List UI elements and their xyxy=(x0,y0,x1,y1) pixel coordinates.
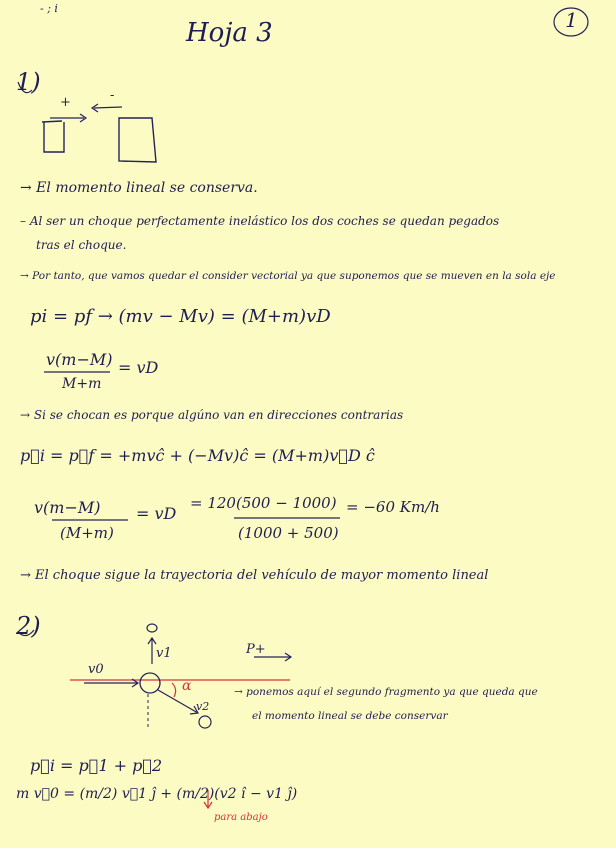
eq1: pi = pf → (mv − Mv) = (M+m)vD xyxy=(30,306,331,327)
note-fragment-line2: el momento lineal se debe conservar xyxy=(252,710,448,722)
bullet-inelastic-cont: tras el choque. xyxy=(36,238,127,252)
eq2-denominator: M+m xyxy=(62,376,102,392)
minus-sign: - xyxy=(110,88,115,103)
eq2-rhs: = vD xyxy=(118,358,159,377)
fragment-bottom-circle xyxy=(199,716,211,728)
eq3: p⃗i = p⃗f = +mvĉ + (−Mv)ĉ = (M+m)v⃗D ĉ xyxy=(20,446,375,465)
note-direction: → Si se chocan es porque algúno van en direcciones contrarias xyxy=(20,408,404,422)
alpha-arc xyxy=(172,683,176,697)
bullet-vectorial: → Por tanto, que vamos quedar el consider vectorial ya que suponemos que se mueven en la sola eje xyxy=(20,270,556,282)
page-title: Hoja 3 xyxy=(186,18,273,48)
eq5: p⃗i = p⃗1 + p⃗2 xyxy=(30,756,163,775)
eq4-lhs-numerator: v(m−M) xyxy=(34,498,101,517)
left-arrow-shaft xyxy=(94,107,122,108)
note-fragment-line1: → ponemos aquí el segundo fragmento ya que queda que xyxy=(234,686,538,698)
v0-label: v0 xyxy=(88,662,104,677)
eq4-middle: = vD xyxy=(136,504,177,523)
bullet-momentum-conserved: → El momento lineal se conserva. xyxy=(20,180,258,196)
eq4-rhs-numerator: = 120(500 − 1000) xyxy=(190,494,337,512)
eq6: m v⃗0 = (m/2) v⃗1 ĵ + (m/2)(v2 î − v1 ĵ) xyxy=(16,786,298,802)
corner-marks: - ; i xyxy=(40,2,58,15)
red-note-down: para abajo xyxy=(214,812,268,823)
projectile-circle xyxy=(140,673,160,693)
eq4-lhs-denominator: (M+m) xyxy=(60,524,114,542)
alpha-label: α xyxy=(182,678,192,694)
conclusion: → El choque sigue la trayectoria del vehículo de mayor momento lineal xyxy=(20,568,489,583)
small-car-shape xyxy=(44,122,64,152)
bullet-inelastic: – Al ser un choque perfectamente inelástico los dos coches se quedan pegados xyxy=(20,214,500,228)
page-number: 1 xyxy=(565,8,578,32)
eq4-result: = −60 Km/h xyxy=(346,498,440,516)
section-2-label: 2) xyxy=(16,612,41,640)
eq4-rhs-denominator: (1000 + 500) xyxy=(238,524,339,542)
fragment-two-direction xyxy=(158,690,198,713)
section-1-label: 1) xyxy=(16,68,41,96)
eq2-numerator: v(m−M) xyxy=(46,350,113,369)
plus-sign: + xyxy=(60,95,71,110)
v2-label: v2 xyxy=(196,700,210,713)
p-plus-label: P+ xyxy=(246,642,266,657)
v1-label: v1 xyxy=(156,646,172,661)
fragment-top-circle xyxy=(147,624,157,632)
large-car-shape xyxy=(119,118,156,162)
